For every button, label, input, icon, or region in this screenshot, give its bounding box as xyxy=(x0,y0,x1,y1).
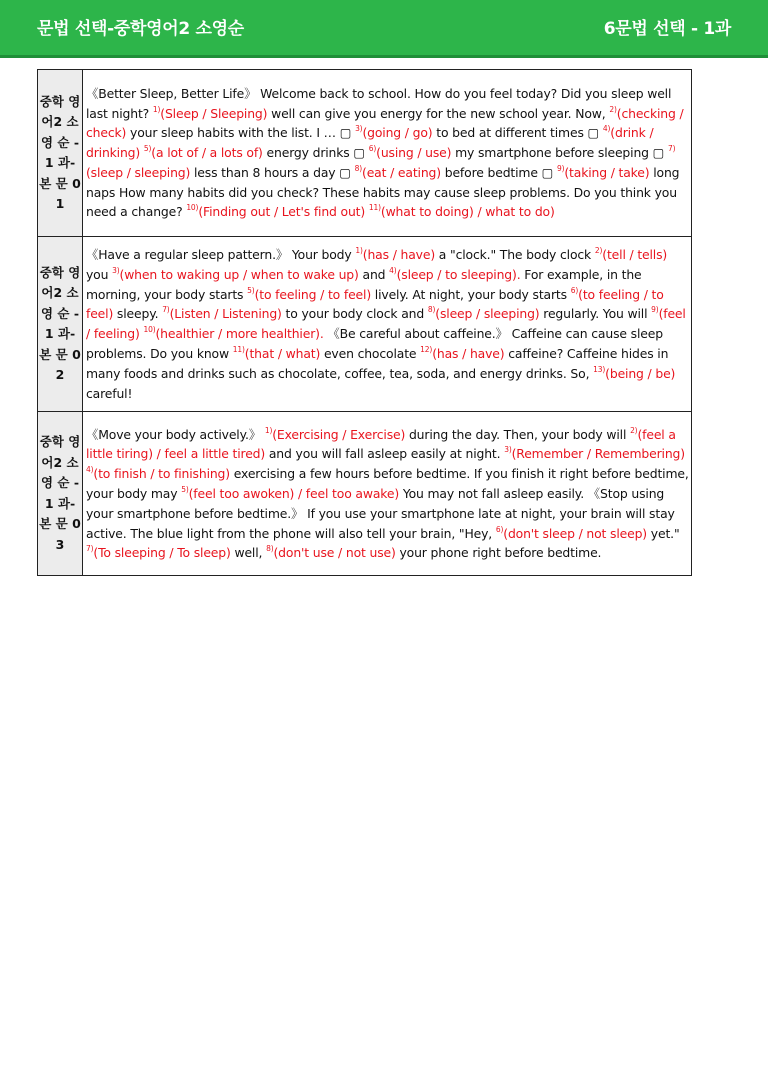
passage-row-02 xyxy=(38,237,692,412)
segment-text: (using / use) xyxy=(376,145,452,161)
question-number: 10) xyxy=(186,203,199,213)
segment-text: (being / be) xyxy=(605,365,676,381)
segment-text: (to finish / to finishing) xyxy=(93,466,230,482)
question-number: 6) xyxy=(570,285,579,295)
question-number: 5) xyxy=(143,144,152,154)
segment-text: 《Be careful about caffeine.》 Caffeine can cause sleep problems. Do you know xyxy=(86,326,663,361)
passage-segment xyxy=(113,306,162,321)
segment-text: even chocolate xyxy=(320,345,421,361)
answer-choice xyxy=(86,466,230,481)
segment-text: 《Have a regular sleep pattern.》 Your body xyxy=(86,247,356,262)
answer-choice xyxy=(153,106,267,121)
segment-text: a "clock." The body clock xyxy=(435,247,595,262)
passage-segment xyxy=(320,346,420,361)
answer-choice xyxy=(186,204,365,219)
question-number: 2) xyxy=(630,425,638,435)
segment-text: (healthier / more healthier). xyxy=(155,326,324,342)
passage-segment xyxy=(267,106,609,121)
passage-segment xyxy=(86,267,112,282)
passage-segment xyxy=(86,386,132,401)
segment-text: (To sleeping / To sleep) xyxy=(93,545,231,561)
answer-choice xyxy=(162,306,282,321)
segment-text: to your body clock and xyxy=(281,306,428,322)
question-number: 8) xyxy=(266,544,274,554)
segment-text: (feel a little tiring) / feel a little tired) xyxy=(86,426,676,462)
segment-text: (a lot of / a lots of) xyxy=(151,145,263,161)
segment-text: (sleep / to sleeping). xyxy=(396,266,521,282)
question-number: 3) xyxy=(112,265,120,275)
answer-choice xyxy=(181,486,399,501)
segment-text: (sleep / sleeping) xyxy=(86,164,191,180)
question-number: 7) xyxy=(86,544,94,554)
answer-choice xyxy=(428,306,540,321)
question-number: 4) xyxy=(389,265,397,275)
question-number: 9) xyxy=(651,305,659,315)
answer-choice xyxy=(144,145,263,160)
answer-choice xyxy=(420,346,504,361)
question-number: 3) xyxy=(504,445,512,455)
segment-text: (eat / eating) xyxy=(362,164,441,180)
answer-choice xyxy=(369,204,555,219)
answer-choice xyxy=(593,366,675,381)
passage-text xyxy=(83,70,692,237)
segment-text: yet." xyxy=(647,525,680,541)
segment-text: (Remember / Remembering) xyxy=(511,446,685,462)
question-number: 12) xyxy=(420,344,433,354)
passage-segment xyxy=(190,165,354,180)
answer-choice xyxy=(265,427,405,442)
answer-choice xyxy=(112,267,359,282)
segment-text: regularly. You will xyxy=(539,306,652,322)
passage-row-03 xyxy=(38,412,692,576)
segment-text: (to feeling / to feel) xyxy=(254,286,372,302)
segment-text: (to feeling / to feel) xyxy=(86,286,664,322)
answer-choice xyxy=(496,526,647,541)
segment-text: (checking / check) xyxy=(86,105,684,141)
segment-text: (what to doing) / what to do) xyxy=(380,204,555,220)
question-number: 8) xyxy=(427,305,436,315)
segment-text: your sleep habits with the list. I … ▢ xyxy=(126,125,356,141)
passage-segment xyxy=(396,545,602,560)
document-title: 문법 선택-중학영어2 소영순 xyxy=(37,19,244,39)
segment-text: my smartphone before sleeping ▢ xyxy=(451,145,668,161)
answer-choice xyxy=(247,287,371,302)
answer-choice xyxy=(233,346,320,361)
passage-label: 중학 영어2 소영 순 - 1 과-본 문 03 xyxy=(38,412,83,576)
passage-text xyxy=(83,412,692,576)
question-number: 1) xyxy=(152,104,161,114)
segment-text: careful! xyxy=(86,385,133,401)
answer-choice xyxy=(266,545,396,560)
segment-text: (feel / feeling) xyxy=(86,306,686,342)
passage-segment xyxy=(126,125,355,140)
question-number: 6) xyxy=(495,524,504,534)
segment-text: you xyxy=(86,266,113,282)
segment-text: (drink / drinking) xyxy=(86,125,654,161)
segment-text: less than 8 hours a day ▢ xyxy=(190,164,355,180)
question-number: 9) xyxy=(556,163,565,173)
answer-choice xyxy=(355,125,432,140)
question-number: 11) xyxy=(368,203,381,213)
passage-label: 중학 영어2 소영 순 - 1 과-본 문 01 xyxy=(38,70,83,237)
passage-segment xyxy=(647,526,680,541)
passage-segment xyxy=(265,446,504,461)
question-number: 1) xyxy=(264,425,273,435)
answer-choice xyxy=(389,267,520,282)
segment-text: (has / have) xyxy=(362,247,436,262)
question-number: 5) xyxy=(247,285,255,295)
passage-segment xyxy=(86,427,265,442)
segment-text: energy drinks ▢ xyxy=(262,145,369,161)
segment-text: (taking / take) xyxy=(564,164,650,180)
segment-text: (Sleep / Sleeping) xyxy=(160,105,268,121)
segment-text: (tell / tells) xyxy=(602,247,668,262)
header-underline xyxy=(0,55,768,58)
question-number: 13) xyxy=(593,364,606,374)
question-number: 4) xyxy=(86,465,94,475)
segment-text: lively. At night, your body starts xyxy=(371,286,571,302)
segment-text: caffeine? Caffeine hides in many foods and drinks such as chocolate, coffee, tea, soda, and energy drinks. So, xyxy=(86,345,669,381)
passage-segment xyxy=(282,306,428,321)
answer-choice xyxy=(595,247,667,262)
passage-segment xyxy=(451,145,668,160)
question-number: 10) xyxy=(143,325,156,335)
question-number: 2) xyxy=(609,104,617,114)
segment-text: (feel too awoken) / feel too awake) xyxy=(188,485,400,501)
answer-choice xyxy=(86,545,231,560)
segment-text: your phone right before bedtime. xyxy=(395,545,602,561)
segment-text: (Listen / Listening) xyxy=(169,306,282,322)
question-number: 5) xyxy=(181,484,189,494)
passages-table xyxy=(37,69,692,576)
question-number: 7) xyxy=(668,144,676,154)
segment-text: to bed at different times ▢ xyxy=(432,125,603,141)
segment-text: (Finding out / Let's find out) xyxy=(198,204,366,220)
passage-segment xyxy=(432,125,602,140)
segment-text: well, xyxy=(230,545,267,561)
passage-segment xyxy=(435,247,595,262)
passage-segment xyxy=(539,306,651,321)
answer-choice xyxy=(369,145,452,160)
segment-text: sleepy. xyxy=(113,306,163,322)
question-number: 1) xyxy=(355,246,363,255)
answer-choice xyxy=(355,165,441,180)
passage-segment xyxy=(86,247,355,262)
segment-text: (has / have) xyxy=(432,345,505,361)
segment-text: exercising a few hours before bedtime. If you finish it right before bedtime, your body may xyxy=(86,466,689,501)
question-number: 7) xyxy=(162,305,170,315)
segment-text: 《Move your body actively.》 xyxy=(86,426,265,442)
segment-text: before bedtime ▢ xyxy=(440,164,557,180)
segment-text: For example, in the morning, your body starts xyxy=(86,266,642,302)
segment-text: 《Better Sleep, Better Life》 Welcome back to school. How do you feel today? Did you sleep well last night? xyxy=(86,85,672,121)
segment-text: during the day. Then, your body will xyxy=(405,426,631,442)
passage-row-01 xyxy=(38,70,692,237)
passage-segment xyxy=(405,427,630,442)
segment-text: and you will fall asleep easily at night. xyxy=(265,446,505,462)
answer-choice xyxy=(143,326,323,341)
segment-text: (Exercising / Exercise) xyxy=(272,426,406,442)
segment-text: and xyxy=(358,266,390,282)
segment-text: (when to waking up / when to wake up) xyxy=(119,266,359,282)
segment-text: (don't sleep / not sleep) xyxy=(503,525,647,541)
passage-segment xyxy=(263,145,369,160)
question-number: 6) xyxy=(368,144,377,154)
question-number: 2) xyxy=(594,246,603,255)
question-number: 11) xyxy=(232,344,245,354)
segment-text: well can give you energy for the new school year. Now, xyxy=(267,105,610,121)
segment-text: (that / what) xyxy=(244,345,321,361)
segment-text: long naps How many habits did you check? These habits may cause sleep problems. Do you think you need a change? xyxy=(86,164,680,220)
section-title: 6문법 선택 - 1과 xyxy=(603,19,731,39)
header-bar xyxy=(0,0,768,58)
segment-text: (sleep / sleeping) xyxy=(435,306,540,322)
passage-segment xyxy=(231,545,266,560)
passage-segment xyxy=(359,267,389,282)
segment-text: You may not fall asleep easily. 《Stop using your smartphone before bedtime.》 If you use your smartphone late at night, your brain will stay active. The blue light from the phone will also tell your brain, "Hey, xyxy=(86,485,675,541)
question-number: 8) xyxy=(354,163,363,173)
answer-choice xyxy=(557,165,649,180)
passage-segment xyxy=(371,287,571,302)
question-number: 4) xyxy=(602,124,611,134)
segment-text: (don't use / not use) xyxy=(273,545,396,561)
passage-label: 중학 영어2 소영 순 - 1 과-본 문 02 xyxy=(38,237,83,412)
segment-text: (going / go) xyxy=(362,125,433,141)
answer-choice xyxy=(355,247,435,262)
passage-text xyxy=(83,237,692,412)
question-number: 3) xyxy=(355,124,363,134)
answer-choice xyxy=(504,446,685,461)
passage-segment xyxy=(441,165,557,180)
